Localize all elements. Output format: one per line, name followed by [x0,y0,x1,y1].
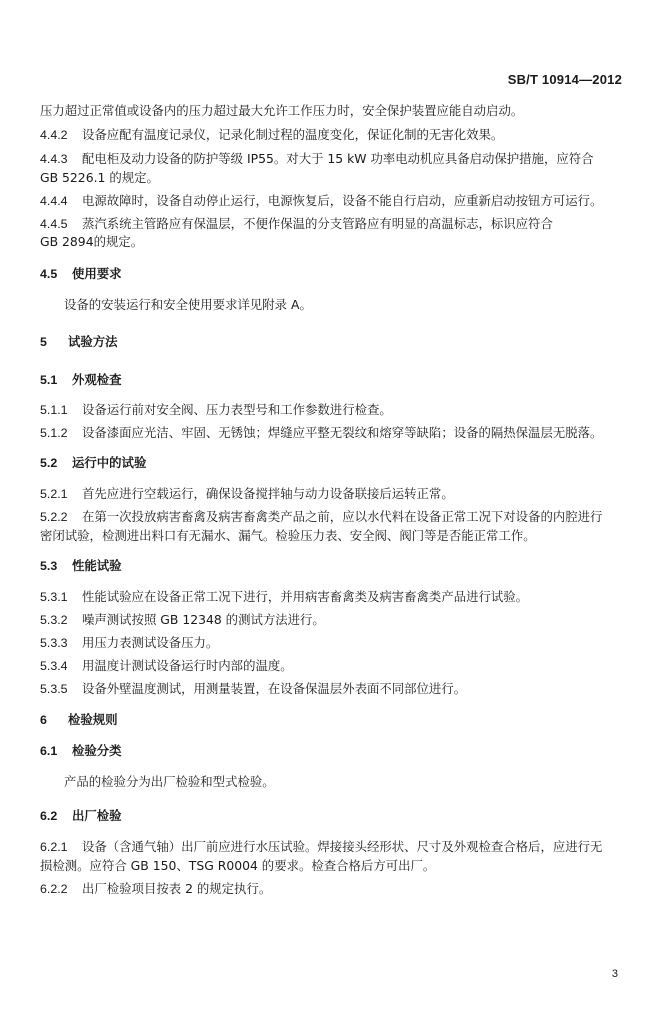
continuation-line: 密闭试验，检测进出料口有无漏水、漏气。检验压力表、安全阀、阀门等是否能正常工作。 [40,528,536,543]
standard-code: SB/T 10914—2012 [507,72,622,87]
section-heading-4-5: 4.5 使用要求 [40,266,122,281]
page-number: 3 [611,968,618,980]
clause-5-2-1: 5.2.1 首先应进行空载运行，确保设备搅拌轴与动力设备联接后运转正常。 [40,486,454,501]
clause-4-4-2: 4.4.2 设备应配有温度记录仪，记录化制过程的温度变化，保证化制的无害化效果。 [40,127,504,142]
clause-5-3-1: 5.3.1 性能试验应在设备正常工况下进行，并用病害畜禽类及病害畜禽类产品进行试验。 [40,589,529,604]
clause-4-4-4: 4.4.4 电源故障时，设备自动停止运行，电源恢复后，设备不能自行启动，应重新启动按钮方可运行。 [40,193,603,208]
section-heading-6-1: 6.1 检验分类 [40,743,122,758]
section-heading-6: 6 检验规则 [40,712,118,727]
clause-6-2-2: 6.2.2 出厂检验项目按表 2 的规定执行。 [40,881,272,896]
paragraph: 设备的安装运行和安全使用要求详见附录 A。 [64,297,312,312]
continuation-line: GB 5226.1 的规定。 [40,170,159,185]
clause-5-2-2: 5.2.2 在第一次投放病害畜禽及病害畜禽类产品之前，应以水代料在设备正常工况下对设备的内腔进行 [40,509,603,524]
section-heading-5-3: 5.3 性能试验 [40,558,122,573]
clause-4-4-5: 4.4.5 蒸汽系统主管路应有保温层，不便作保温的分支管路应有明显的高温标志，标识应符合 [40,216,553,231]
clause-5-3-2: 5.3.2 噪声测试按照 GB 12348 的测试方法进行。 [40,612,325,627]
clause-5-1-2: 5.1.2 设备漆面应光洁、牢固、无锈蚀；焊缝应平整无裂纹和熔穿等缺陷；设备的隔热保温层无脱落。 [40,425,603,440]
continuation-line: 损检测。应符合 GB 150、TSG R0004 的要求。检查合格后方可出厂。 [40,858,436,873]
clause-4-4-3: 4.4.3 配电柜及动力设备的防护等级 IP55。对大于 15 kW 功率电动机应具备启动保护措施，应符合 [40,151,594,166]
section-heading-5: 5 试验方法 [40,334,118,349]
paragraph: 产品的检验分为出厂检验和型式检验。 [64,774,275,789]
continuation-line: 压力超过正常值或设备内的压力超过最大允许工作压力时，安全保护装置应能自动启动。 [40,103,524,118]
section-heading-5-2: 5.2 运行中的试验 [40,455,147,470]
clause-5-3-3: 5.3.3 用压力表测试设备压力。 [40,635,219,650]
continuation-line: GB 2894的规定。 [40,234,144,249]
clause-5-3-4: 5.3.4 用温度计测试设备运行时内部的温度。 [40,658,293,673]
section-heading-6-2: 6.2 出厂检验 [40,808,122,823]
clause-5-1-1: 5.1.1 设备运行前对安全阀、压力表型号和工作参数进行检查。 [40,402,392,417]
clause-5-3-5: 5.3.5 设备外壁温度测试，用测量装置，在设备保温层外表面不同部位进行。 [40,681,467,696]
section-heading-5-1: 5.1 外观检查 [40,372,122,387]
clause-6-2-1: 6.2.1 设备（含通气轴）出厂前应进行水压试验。焊接接头经形状、尺寸及外观检查合格后，应进行无 [40,839,603,854]
